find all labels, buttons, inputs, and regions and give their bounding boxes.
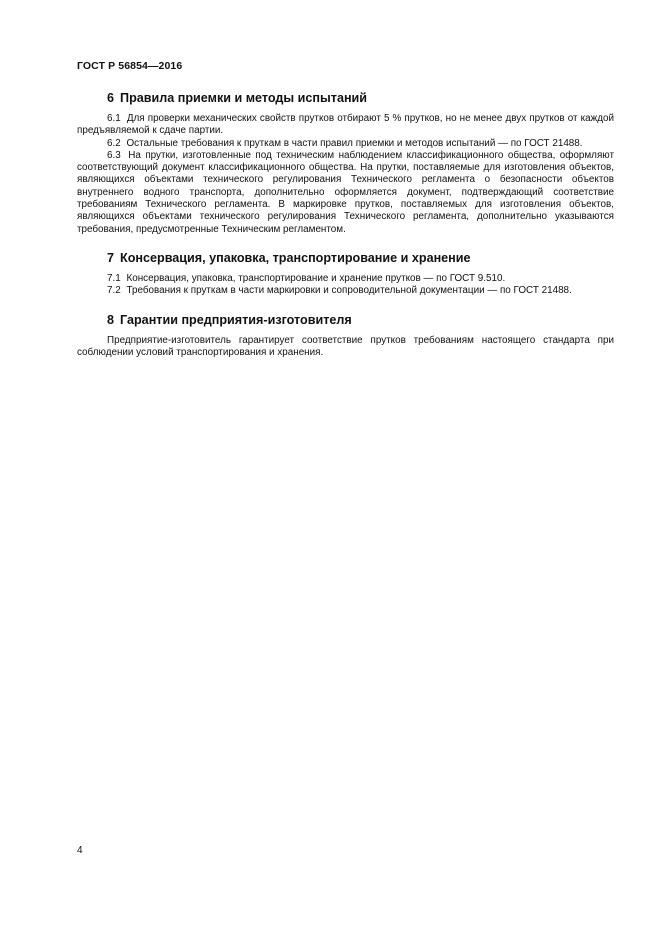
section-number: 6 (107, 91, 115, 105)
paragraph-text: Остальные требования к пруткам в части правил приемки и методов испытаний — по ГОСТ 21488. (126, 137, 583, 149)
paragraph-number: 6.3 (107, 149, 121, 161)
paragraph-6-1 (77, 113, 614, 138)
paragraph-7-2 (77, 285, 614, 297)
paragraph-text: Требования к пруткам в части маркировки и сопроводительной документации — по ГОСТ 21488. (126, 285, 572, 297)
paragraph-text: Для проверки механических свойств прутков отбирают 5 % прутков, но не менее двух прутков от каждой предъявляемой к сдаче партии. (77, 113, 614, 137)
section-number: 7 (107, 250, 115, 265)
section-title (77, 312, 614, 328)
paragraph-text: На прутки, изготовленные под техническим наблюдением классификационного общества, оформляют соответствующий документ классификационного общества. На прутки, поставляемые для изготовления объектов, являющихся объектами технического регулирования Технического регламента о безопасности объектов внутреннего водного транспорта, дополнительно оформляется документ, подтверждающий соответствие требованиям Технического регламента. В маркировке прутков, поставляемых для изготовления объектов, являющихся объектами технического регулирования Технического регламента, дополнительно указываются требования, предусмотренные Техническим регламентом. (77, 149, 614, 235)
paragraph-7-1 (77, 273, 614, 285)
section-title-text: Гарантии предприятия-изготовителя (120, 312, 352, 327)
paragraph-text: Консервация, упаковка, транспортирование и хранение прутков — по ГОСТ 9.510. (126, 272, 506, 284)
section-title-text: Правила приемки и методы испытаний (120, 91, 368, 105)
section-title (77, 90, 614, 106)
section-number: 8 (107, 312, 115, 327)
paragraph-6-3 (77, 150, 614, 236)
section-6 (77, 90, 614, 236)
paragraph-number: 6.1 (107, 113, 121, 124)
document-header: ГОСТ Р 56854—2016 (77, 60, 183, 72)
paragraph-number: 7.1 (107, 272, 121, 284)
paragraph-text: Предприятие-изготовитель гарантирует соответствие прутков требованиям настоящего стандарта при соблюдении условий транспортирования и хранения. (77, 334, 614, 358)
paragraph-number: 6.2 (107, 137, 121, 149)
paragraph-8 (77, 335, 614, 360)
paragraph-number: 7.2 (107, 285, 121, 297)
page-number: 4 (77, 845, 83, 856)
section-8 (77, 312, 614, 360)
section-title (77, 250, 614, 266)
document-body (77, 90, 614, 373)
section-7 (77, 250, 614, 298)
section-title-text: Консервация, упаковка, транспортирование и хранение (120, 250, 471, 265)
paragraph-6-2 (77, 138, 614, 150)
